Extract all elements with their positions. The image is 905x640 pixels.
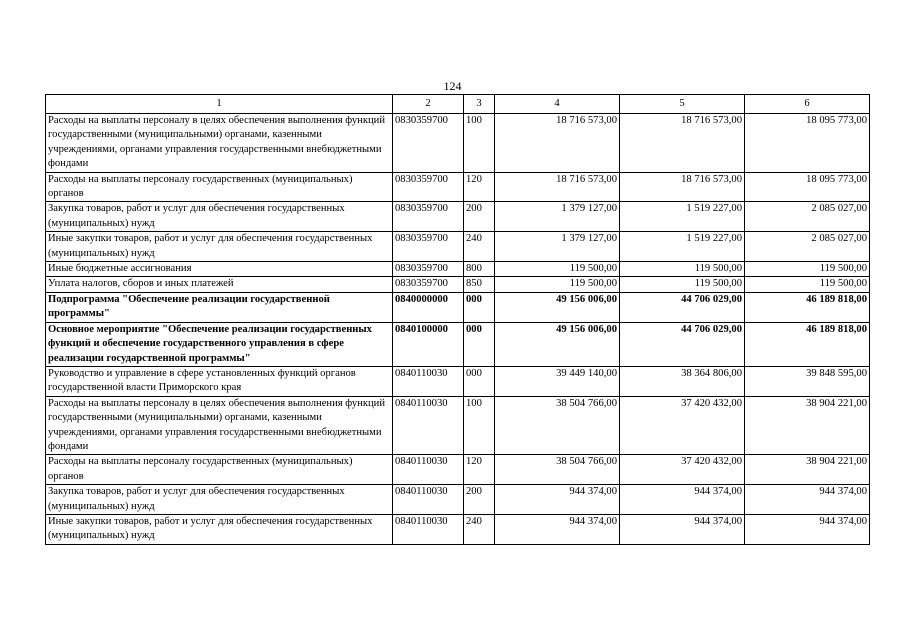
table-row	[46, 292, 870, 322]
row-type-cell: 200	[464, 485, 495, 515]
row-code-cell: 0840100000	[393, 322, 464, 366]
row-code-cell: 0840110030	[393, 396, 464, 455]
row-amount-col5: 119 500,00	[620, 277, 745, 292]
budget-table	[45, 94, 870, 545]
row-code-cell: 0830359700	[393, 114, 464, 173]
column-header-5: 5	[620, 95, 745, 114]
row-code-cell: 0840000000	[393, 292, 464, 322]
row-type-cell: 240	[464, 514, 495, 544]
row-amount-col4: 944 374,00	[495, 514, 620, 544]
table-row	[46, 514, 870, 544]
row-amount-col4: 119 500,00	[495, 262, 620, 277]
row-type-cell: 000	[464, 322, 495, 366]
column-header-1: 1	[46, 95, 393, 114]
row-name-cell: Подпрограмма "Обеспечение реализации государственной программы"	[46, 292, 393, 322]
table-row	[46, 277, 870, 292]
row-amount-col5: 1 519 227,00	[620, 202, 745, 232]
row-amount-col4: 38 504 766,00	[495, 455, 620, 485]
row-code-cell: 0840110030	[393, 366, 464, 396]
page-number: 124	[443, 79, 462, 93]
row-amount-col5: 944 374,00	[620, 514, 745, 544]
row-type-cell: 120	[464, 455, 495, 485]
table-row	[46, 172, 870, 202]
row-name-cell: Руководство и управление в сфере установленных функций органов государственной власти Приморского края	[46, 366, 393, 396]
row-type-cell: 000	[464, 292, 495, 322]
row-type-cell: 850	[464, 277, 495, 292]
row-amount-col5: 38 364 806,00	[620, 366, 745, 396]
table-header	[46, 95, 870, 114]
row-amount-col4: 49 156 006,00	[495, 322, 620, 366]
row-code-cell: 0830359700	[393, 262, 464, 277]
row-type-cell: 800	[464, 262, 495, 277]
column-header-2: 2	[393, 95, 464, 114]
row-type-cell: 100	[464, 114, 495, 173]
row-amount-col4: 1 379 127,00	[495, 202, 620, 232]
row-amount-col5: 1 519 227,00	[620, 232, 745, 262]
row-amount-col4: 119 500,00	[495, 277, 620, 292]
row-amount-col4: 1 379 127,00	[495, 232, 620, 262]
row-amount-col5: 944 374,00	[620, 485, 745, 515]
row-amount-col4: 49 156 006,00	[495, 292, 620, 322]
row-name-cell: Расходы на выплаты персоналу государственных (муниципальных) органов	[46, 172, 393, 202]
row-amount-col4: 18 716 573,00	[495, 114, 620, 173]
row-code-cell: 0840110030	[393, 455, 464, 485]
row-type-cell: 000	[464, 366, 495, 396]
row-name-cell: Расходы на выплаты персоналу в целях обеспечения выполнения функций государственными (муниципальными) органами, казенными учреждениями, органами управления государственными внебюджетными фондами	[46, 114, 393, 173]
row-amount-col6: 2 085 027,00	[745, 232, 870, 262]
row-type-cell: 240	[464, 232, 495, 262]
row-amount-col5: 37 420 432,00	[620, 396, 745, 455]
row-name-cell: Расходы на выплаты персоналу государственных (муниципальных) органов	[46, 455, 393, 485]
row-name-cell: Основное мероприятие "Обеспечение реализации государственных функций и обеспечение государственного управления в сфере реализации государственной программы"	[46, 322, 393, 366]
row-amount-col6: 18 095 773,00	[745, 114, 870, 173]
row-amount-col5: 18 716 573,00	[620, 114, 745, 173]
row-name-cell: Уплата налогов, сборов и иных платежей	[46, 277, 393, 292]
row-name-cell: Закупка товаров, работ и услуг для обеспечения государственных (муниципальных) нужд	[46, 202, 393, 232]
row-amount-col6: 2 085 027,00	[745, 202, 870, 232]
row-amount-col4: 38 504 766,00	[495, 396, 620, 455]
row-code-cell: 0830359700	[393, 232, 464, 262]
row-code-cell: 0830359700	[393, 277, 464, 292]
row-type-cell: 200	[464, 202, 495, 232]
row-amount-col4: 18 716 573,00	[495, 172, 620, 202]
row-amount-col5: 37 420 432,00	[620, 455, 745, 485]
table-row	[46, 396, 870, 455]
header-row	[46, 95, 870, 114]
row-amount-col6: 18 095 773,00	[745, 172, 870, 202]
row-code-cell: 0830359700	[393, 172, 464, 202]
row-code-cell: 0830359700	[393, 202, 464, 232]
row-name-cell: Расходы на выплаты персоналу в целях обеспечения выполнения функций государственными (муниципальными) органами, казенными учреждениями, органами управления государственными внебюджетными фондами	[46, 396, 393, 455]
row-amount-col6: 38 904 221,00	[745, 396, 870, 455]
row-name-cell: Иные закупки товаров, работ и услуг для обеспечения государственных (муниципальных) нужд	[46, 232, 393, 262]
row-amount-col6: 944 374,00	[745, 514, 870, 544]
row-name-cell: Закупка товаров, работ и услуг для обеспечения государственных (муниципальных) нужд	[46, 485, 393, 515]
table-body	[46, 114, 870, 545]
row-amount-col5: 44 706 029,00	[620, 322, 745, 366]
row-amount-col6: 119 500,00	[745, 277, 870, 292]
row-code-cell: 0840110030	[393, 485, 464, 515]
row-type-cell: 120	[464, 172, 495, 202]
row-type-cell: 100	[464, 396, 495, 455]
row-amount-col6: 39 848 595,00	[745, 366, 870, 396]
table-row	[46, 202, 870, 232]
row-name-cell: Иные бюджетные ассигнования	[46, 262, 393, 277]
table-row	[46, 485, 870, 515]
row-amount-col4: 944 374,00	[495, 485, 620, 515]
row-amount-col6: 119 500,00	[745, 262, 870, 277]
row-name-cell: Иные закупки товаров, работ и услуг для обеспечения государственных (муниципальных) нужд	[46, 514, 393, 544]
row-amount-col6: 46 189 818,00	[745, 322, 870, 366]
row-amount-col5: 44 706 029,00	[620, 292, 745, 322]
row-amount-col5: 119 500,00	[620, 262, 745, 277]
table-row	[46, 366, 870, 396]
row-amount-col6: 46 189 818,00	[745, 292, 870, 322]
table-row	[46, 262, 870, 277]
column-header-6: 6	[745, 95, 870, 114]
row-amount-col5: 18 716 573,00	[620, 172, 745, 202]
table-row	[46, 455, 870, 485]
row-amount-col6: 944 374,00	[745, 485, 870, 515]
row-amount-col6: 38 904 221,00	[745, 455, 870, 485]
row-code-cell: 0840110030	[393, 514, 464, 544]
table-row	[46, 114, 870, 173]
table-row	[46, 232, 870, 262]
column-header-4: 4	[495, 95, 620, 114]
row-amount-col4: 39 449 140,00	[495, 366, 620, 396]
column-header-3: 3	[464, 95, 495, 114]
table-row	[46, 322, 870, 366]
